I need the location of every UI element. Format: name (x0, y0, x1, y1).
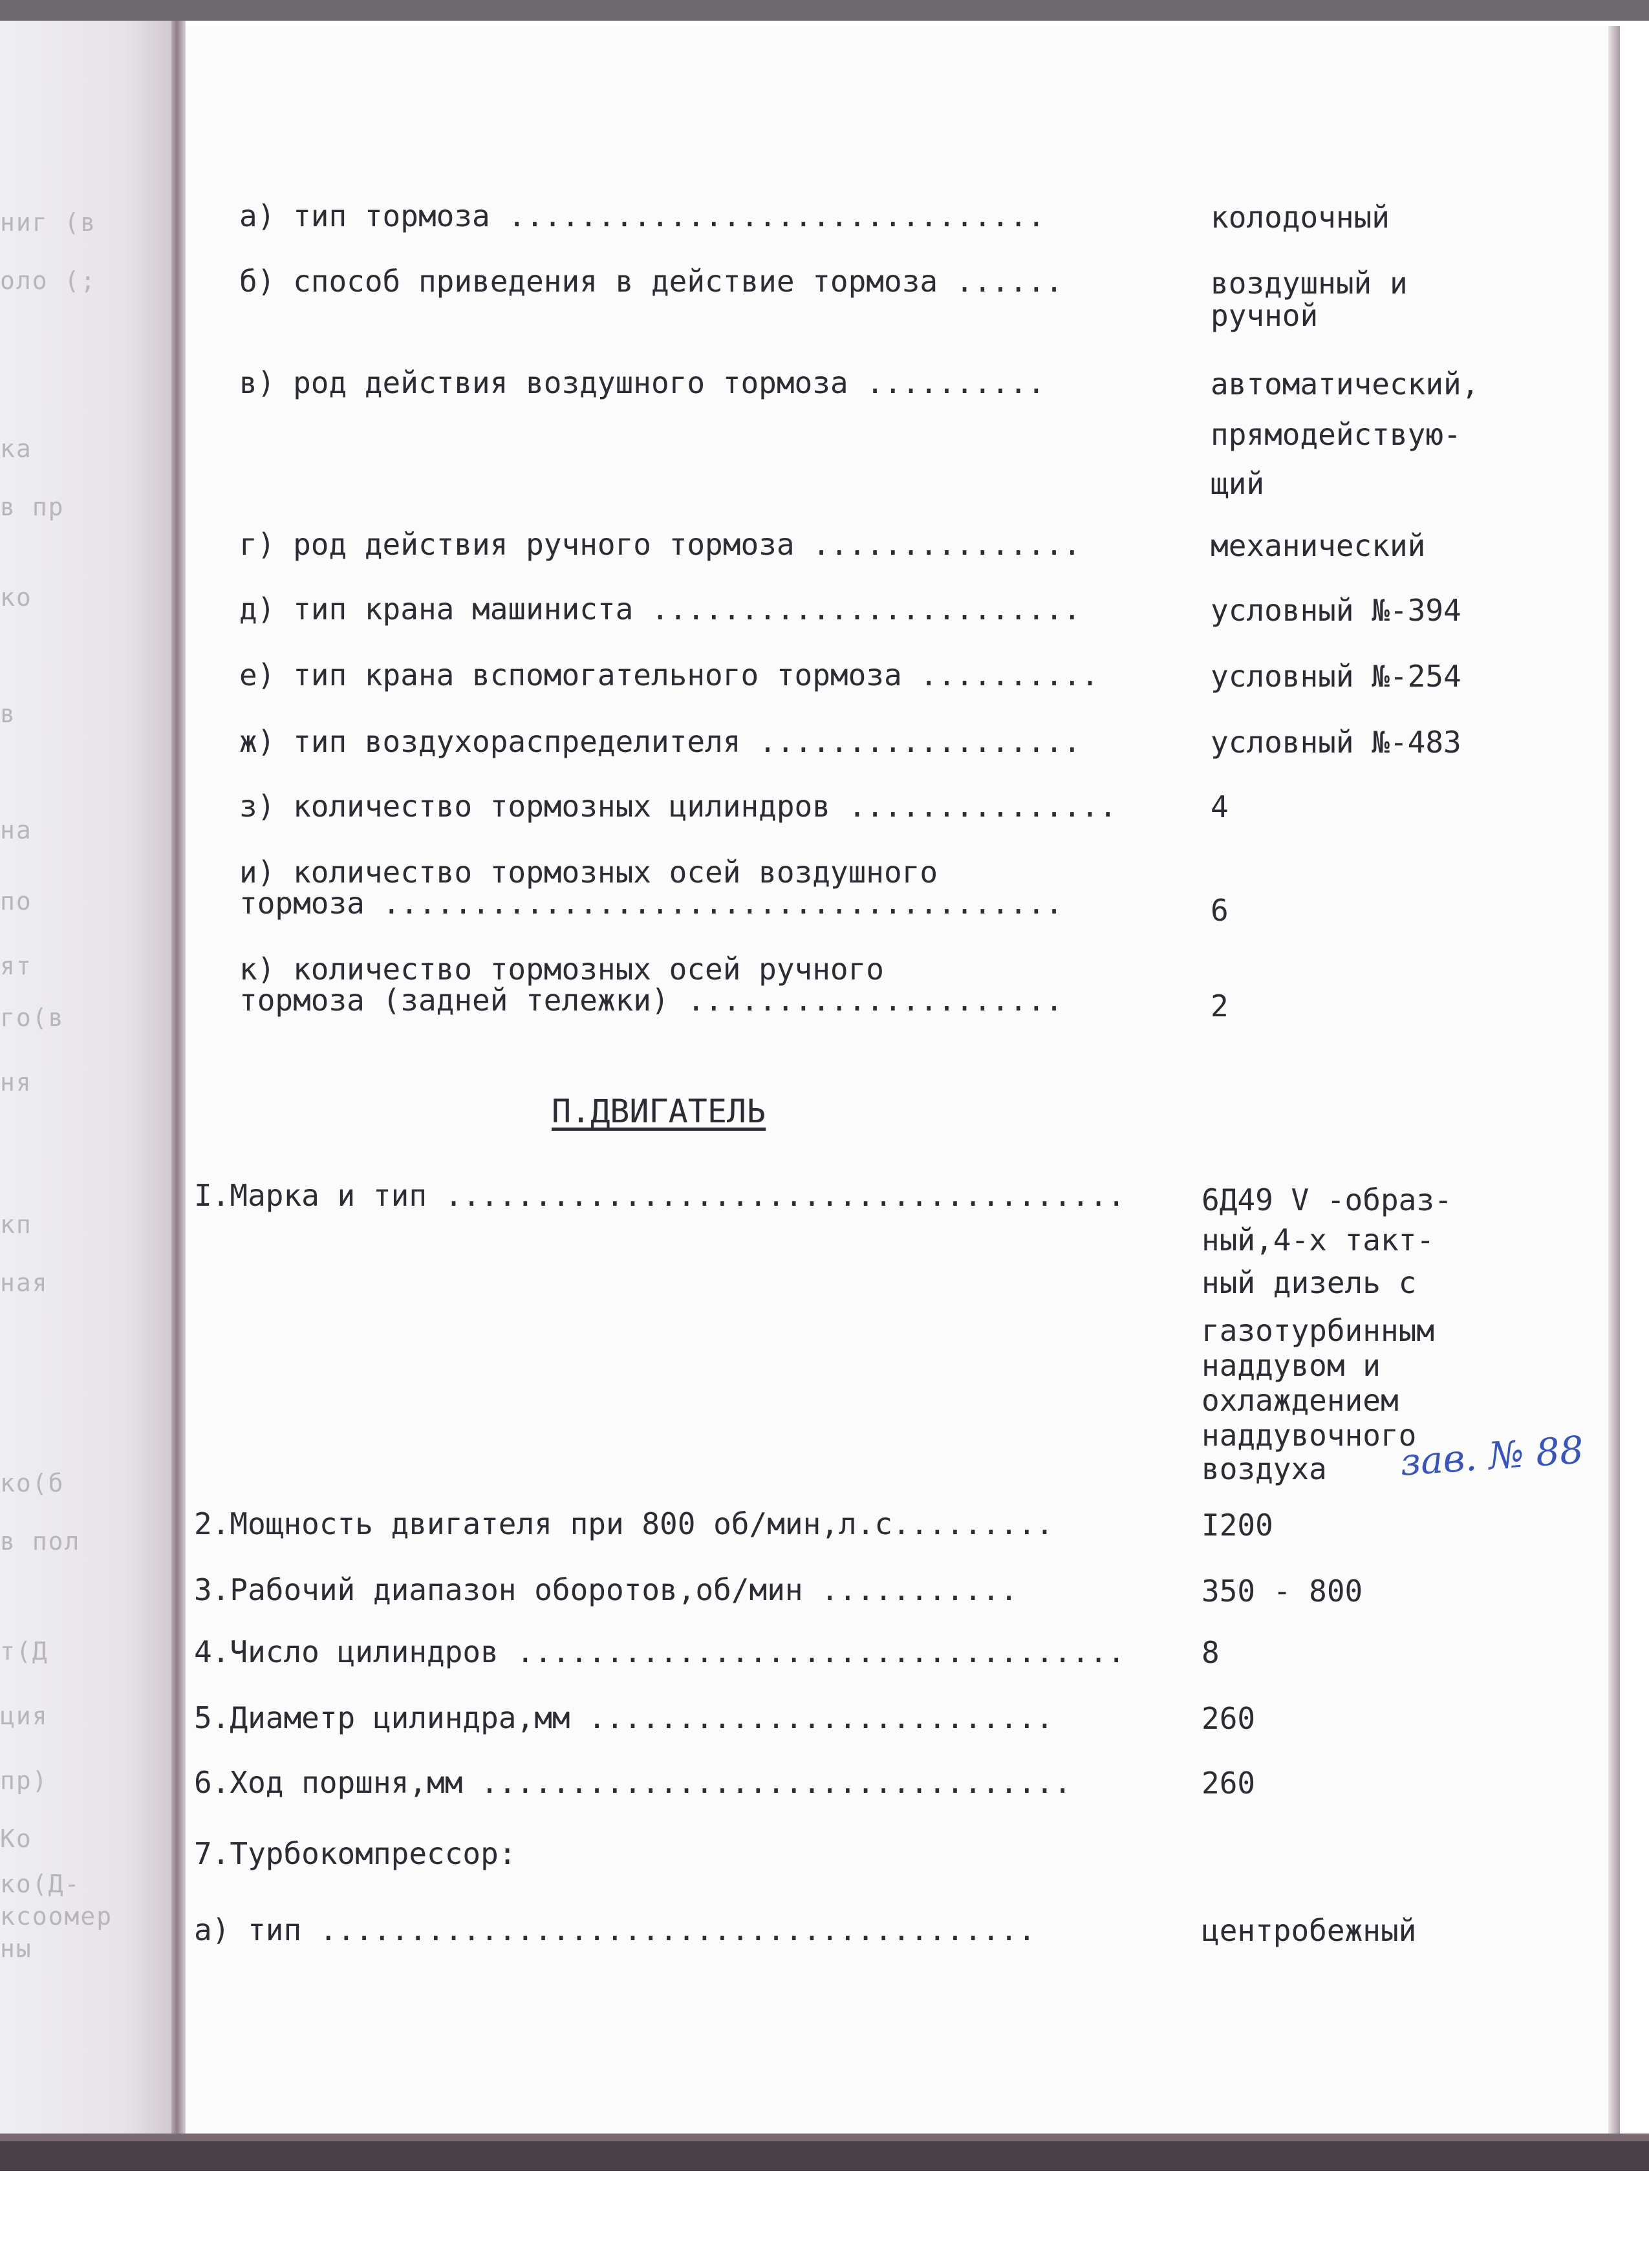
bleed-text: ко(Д- (0, 1870, 81, 1898)
spec-label-turbocharger: 7.Турбокомпрессор: (194, 1836, 517, 1871)
bleed-text: по (0, 887, 32, 915)
bleed-text: кп (0, 1210, 32, 1239)
spec-value-aux-brake-valve: условный №-254 (1211, 659, 1461, 694)
spec-value-engine-model: ный,4-х такт- (1202, 1223, 1435, 1257)
spec-value-engine-model: ный дизель с (1202, 1265, 1417, 1300)
spec-label-engine-model: I.Марка и тип ...................................... (194, 1178, 1126, 1213)
spec-value-air-brake-action: щий (1211, 466, 1265, 501)
spec-value-air-brake-action: прямодействую- (1211, 417, 1461, 452)
spec-value-engine-power: I200 (1202, 1508, 1273, 1543)
spec-label-hand-brake-axles: к) количество тормозных осей ручного (239, 952, 884, 987)
spec-value-piston-stroke: 260 (1202, 1766, 1256, 1801)
bleed-text: ят (0, 952, 32, 980)
bleed-text: ная (0, 1268, 48, 1297)
spec-label-cylinder-count: 4.Число цилиндров .................................. (194, 1634, 1126, 1669)
spec-label-piston-stroke: 6.Ход поршня,мм ................................. (194, 1765, 1072, 1800)
spec-label-hand-brake-axles: тормоза (задней тележки) ..................... (239, 983, 1063, 1018)
bleed-text: пр) (0, 1766, 48, 1795)
spec-label-driver-valve: д) тип крана машиниста ........................ (239, 592, 1081, 626)
spec-label-turbocharger-type: а) тип ........................................ (194, 1912, 1036, 1947)
spec-label-aux-brake-valve: е) тип крана вспомогательного тормоза .......... (239, 658, 1099, 692)
spec-value-engine-model: охлаждением (1202, 1383, 1399, 1418)
bleed-text: Ко (0, 1824, 32, 1853)
bleed-text: ция (0, 1702, 48, 1730)
bleed-text: на (0, 816, 32, 844)
spec-value-brake-cylinders: 4 (1211, 789, 1229, 824)
bleed-text: в пр (0, 493, 65, 521)
handwritten-serial-note: зав. № 88 (1398, 1428, 1585, 1484)
spec-label-engine-power: 2.Мощность двигателя при 800 об/мин,л.с......... (194, 1506, 1054, 1541)
spec-value-air-brake-action: автоматический, (1211, 367, 1480, 401)
spec-label-air-brake-axles: и) количество тормозных осей воздушного (239, 855, 938, 890)
document-page (186, 26, 1608, 2135)
scan-frame-top (0, 0, 1649, 21)
spec-value-turbocharger-type: центробежный (1202, 1913, 1417, 1948)
spec-value-cylinder-count: 8 (1202, 1635, 1220, 1670)
spec-value-engine-model: наддувом и (1202, 1348, 1381, 1383)
spec-label-cylinder-diameter: 5.Диаметр цилиндра,мм .......................... (194, 1700, 1054, 1735)
spec-value-engine-model: наддувочного (1202, 1418, 1417, 1453)
spec-label-brake-cylinders: з) количество тормозных цилиндров ............... (239, 789, 1117, 824)
book-spine (171, 21, 186, 2135)
section-title-engine: П.ДВИГАТЕЛЬ (552, 1093, 766, 1130)
bleed-text: в пол (0, 1527, 81, 1556)
spec-value-driver-valve: условный №-394 (1211, 593, 1461, 628)
spec-value-air-brake-axles: 6 (1211, 893, 1229, 928)
spec-value-brake-type: колодочный (1211, 200, 1390, 235)
spec-label-rpm-range: 3.Рабочий диапазон оборотов,об/мин ........... (194, 1572, 1018, 1607)
spec-label-air-brake-action: в) род действия воздушного тормоза .......... (239, 365, 1046, 400)
bleed-text: в (0, 700, 16, 728)
spec-value-hand-brake-axles: 2 (1211, 989, 1229, 1023)
spec-label-air-brake-axles: тормоза ...................................... (239, 886, 1063, 921)
bleed-text: ниг (в (0, 208, 97, 237)
spec-value-brake-actuation: воздушный и (1211, 266, 1408, 301)
bleed-text: ка (0, 434, 32, 463)
bleed-text: ня (0, 1068, 32, 1097)
spec-value-hand-brake-action: механический (1211, 528, 1426, 563)
bleed-text: ко(б (0, 1469, 65, 1497)
spec-value-engine-model: воздуха (1202, 1451, 1327, 1486)
bleed-text: оло (; (0, 266, 97, 295)
spec-value-rpm-range: 350 - 800 (1202, 1574, 1363, 1609)
spec-value-engine-model: 6Д49 V -образ- (1202, 1182, 1452, 1217)
spec-label-brake-type: а) тип тормоза .............................. (239, 198, 1046, 233)
page-edge (1608, 26, 1620, 2135)
spec-label-air-distributor: ж) тип воздухораспределителя .................. (239, 724, 1081, 759)
bleed-text: ны (0, 1934, 32, 1963)
scan-frame-bottom (0, 2141, 1649, 2171)
spec-label-brake-actuation: б) способ приведения в действие тормоза ...... (239, 264, 1063, 299)
spec-value-cylinder-diameter: 260 (1202, 1701, 1256, 1736)
bleed-text: ко (0, 583, 32, 612)
bleed-text: го(в (0, 1003, 65, 1032)
bleed-text: ксоомер (0, 1902, 113, 1931)
spec-value-air-distributor: условный №-483 (1211, 725, 1461, 760)
left-page-bleed (0, 21, 178, 2134)
spec-value-engine-model: газотурбинным (1202, 1313, 1435, 1348)
spec-value-brake-actuation: ручной (1211, 298, 1319, 333)
bleed-text: т(Д (0, 1637, 48, 1665)
spec-label-hand-brake-action: г) род действия ручного тормоза ............... (239, 527, 1081, 562)
